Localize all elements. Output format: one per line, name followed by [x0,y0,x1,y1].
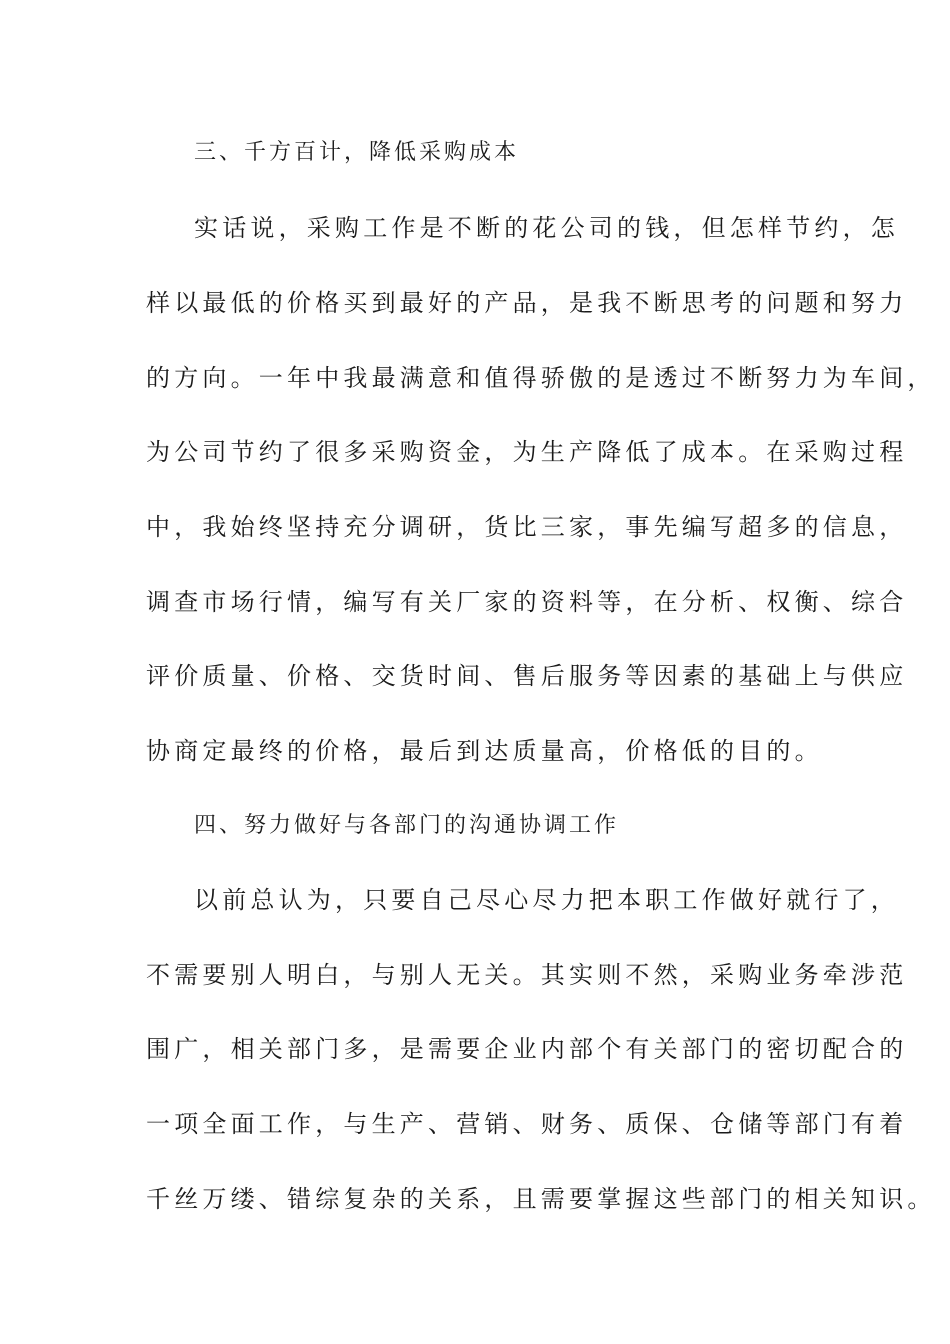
paragraph-line: 的方向。一年中我最满意和值得骄傲的是透过不断努力为车间， [146,364,936,392]
paragraph-line: 为公司节约了很多采购资金，为生产降低了成本。在采购过程 [146,438,908,466]
paragraph-line: 一项全面工作，与生产、营销、财务、质保、仓储等部门有着 [146,1110,908,1138]
paragraph-line: 样以最低的价格买到最好的产品，是我不断思考的问题和努力 [146,289,908,317]
paragraph-line: 以前总认为，只要自己尽心尽力把本职工作做好就行了， [194,886,899,914]
section-heading-4: 四、努力做好与各部门的沟通协调工作 [194,813,620,838]
paragraph-line: 围广，相关部门多，是需要企业内部个有关部门的密切配合的 [146,1035,908,1063]
paragraph-line: 协商定最终的价格，最后到达质量高，价格低的目的。 [146,737,823,765]
paragraph-line: 实话说，采购工作是不断的花公司的钱，但怎样节约，怎 [194,214,899,242]
paragraph-line: 中，我始终坚持充分调研，货比三家，事先编写超多的信息， [146,513,908,541]
paragraph-line: 千丝万缕、错综复杂的关系，且需要掌握这些部门的相关知识。 [146,1185,936,1213]
paragraph-line: 评价质量、价格、交货时间、售后服务等因素的基础上与供应 [146,662,908,690]
paragraph-line: 不需要别人明白，与别人无关。其实则不然，采购业务牵涉范 [146,961,908,989]
paragraph-line: 调查市场行情，编写有关厂家的资料等，在分析、权衡、综合 [146,588,908,616]
section-heading-3: 三、千方百计，降低采购成本 [194,140,520,165]
